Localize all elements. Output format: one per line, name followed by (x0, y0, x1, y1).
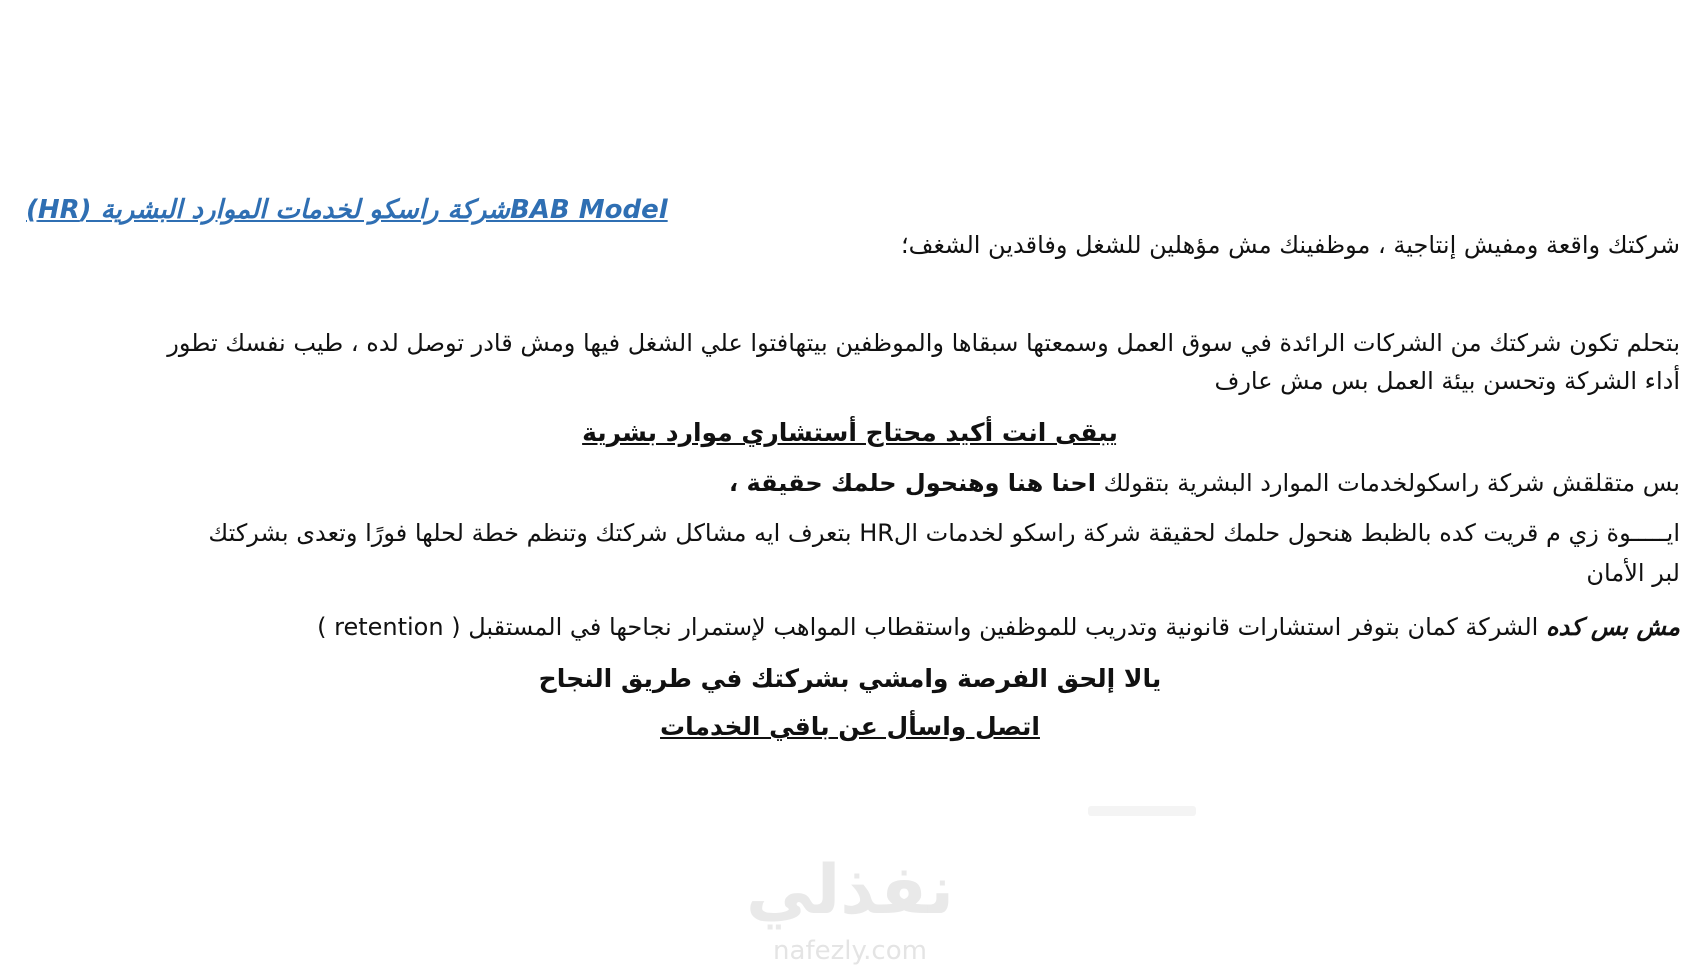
paragraph-dream-line-1: بتحلم تكون شركتك من الشركات الرائدة في سوق العمل وسمعتها سبقاها والموظفين بيتهافتوا علي الشغل فيها ومش قادر توصل لده ، طيب نفسك تطور (167, 329, 1680, 357)
reassurance-text: بس متقلقش شركة راسكولخدمات الموارد البشرية بتقولك (1095, 469, 1680, 497)
paragraph-dream-line-2: أداء الشركة وتحسن بيئة العمل بس مش عارف (1214, 367, 1680, 395)
paragraph-solution-line-2: لبر الأمان (1586, 559, 1680, 587)
services-rest-text: الشركة كمان بتوفر استشارات قانونية وتدريب للموظفين واستقطاب المواهب لإستمرار نجاحها في المستقبل ( retention ) (317, 613, 1546, 641)
cta-opportunity-text: يالا إلحق الفرصة وامشي بشركتك في طريق النجاح (538, 664, 1162, 693)
reassurance-bold-text: احنا هنا وهنحول حلمك حقيقة ، (729, 469, 1096, 497)
paragraph-reassurance (729, 466, 1680, 500)
section-heading-consultant (0, 416, 1700, 450)
paragraph-solution-line-1: ايـــــوة زي م قريت كده بالظبط هنحول حلمك لحقيقة شركة راسكو لخدمات الHR بتعرف ايه مشاكل شركتك وتنظم خطة لحلها فورًا وتعدى بشركتك (208, 519, 1680, 547)
heading-consultant-text: يبقى انت أكيد محتاج أستشاري موارد بشرية (582, 418, 1118, 447)
paragraph-problem: شركتك واقعة ومفيش إنتاجية ، موظفينك مش مؤهلين للشغل وفاقدين الشغف؛ (900, 231, 1680, 259)
watermark-logo: نفذلي (745, 851, 955, 930)
paragraph-services (317, 610, 1680, 644)
watermark-url: nafezly.com (773, 936, 927, 966)
call-to-action-opportunity (0, 662, 1700, 696)
faint-artifact (1088, 806, 1196, 816)
call-to-action-contact (0, 710, 1700, 744)
cta-contact-text: اتصل واسأل عن باقي الخدمات (660, 712, 1040, 741)
services-lead-text: مش بس كده (1545, 613, 1680, 641)
document-title: BAB Modelشركة راسكو لخدمات الموارد البشرية (HR) (26, 195, 668, 225)
